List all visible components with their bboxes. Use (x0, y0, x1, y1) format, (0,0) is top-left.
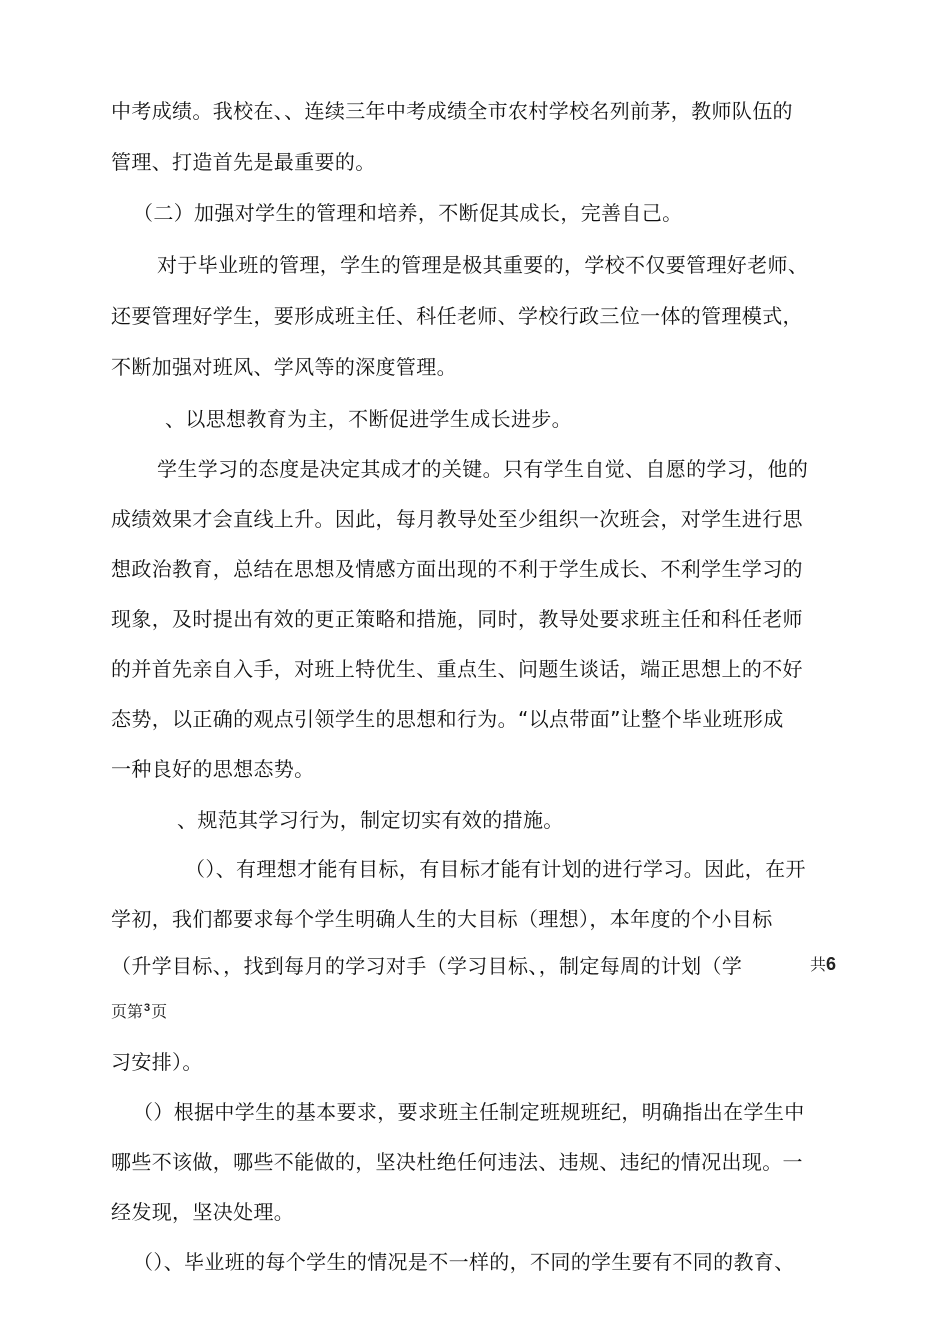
text-line: 对于毕业班的管理，学生的管理是极其重要的，学校不仅要管理好老师、 (157, 253, 809, 277)
footer-total-pages: 6 (826, 954, 837, 974)
footer-total-label: 共 (810, 955, 827, 974)
text-line: 成绩效果才会直线上升。因此，每月教导处至少组织一次班会，对学生进行思 (111, 507, 803, 531)
text-line: 哪些不该做，哪些不能做的，坚决杜绝任何违法、违规、违纪的情况出现。一 (111, 1150, 803, 1174)
text-line: 习安排）。 (111, 1050, 203, 1074)
text-line: 学生学习的态度是决定其成才的关键。只有学生自觉、自愿的学习，他的 (157, 457, 809, 481)
subsection-heading: 、规范其学习行为，制定切实有效的措施。 (177, 808, 564, 832)
page-footer-current (111, 996, 167, 1024)
text-line: （）根据中学生的基本要求，要求班主任制定班规班纪，明确指出在学生中 (133, 1100, 805, 1124)
footer-page-suffix: 页 (151, 1002, 168, 1021)
text-line: 管理、打造首先是最重要的。 (111, 150, 376, 174)
text-line: 不断加强对班风、学风等的深度管理。 (111, 355, 457, 379)
text-line: 经发现，坚决处理。 (111, 1200, 295, 1224)
section-heading: （二）加强对学生的管理和培养，不断促其成长，完善自己。 (133, 201, 683, 225)
subsection-heading: 、以思想教育为主，不断促进学生成长进步。 (165, 407, 572, 431)
text-line: 态势，以正确的观点引领学生的思想和行为。“以点带面”让整个毕业班形成 (111, 707, 784, 731)
text-line: （升学目标、，找到每月的学习对手（学习目标、，制定每周的计划（学 (111, 954, 743, 978)
text-line: （）、毕业班的每个学生的情况是不一样的，不同的学生要有不同的教育、 (133, 1250, 795, 1274)
page-footer-total (810, 952, 836, 977)
text-line: 中考成绩。我校在、、连续三年中考成绩全市农村学校名列前茅，教师队伍的 (111, 99, 793, 123)
text-line: 的并首先亲自入手，对班上特优生、重点生、问题生谈话，端正思想上的不好 (111, 657, 803, 681)
text-line: （）、有理想才能有目标，有目标才能有计划的进行学习。因此，在开 (185, 857, 806, 881)
text-line: 一种良好的思想态势。 (111, 757, 315, 781)
text-line: 还要管理好学生，要形成班主任、科任老师、学校行政三位一体的管理模式， (111, 304, 803, 328)
text-line: 学初，我们都要求每个学生明确人生的大目标（理想），本年度的个小目标 (111, 907, 773, 931)
footer-current-page: 3 (144, 1002, 151, 1014)
footer-page-prefix: 页第 (111, 1002, 144, 1021)
text-line: 现象，及时提出有效的更正策略和措施，同时，教导处要求班主任和科任老师 (111, 607, 803, 631)
text-line: 想政治教育，总结在思想及情感方面出现的不利于学生成长、不利学生学习的 (111, 557, 803, 581)
